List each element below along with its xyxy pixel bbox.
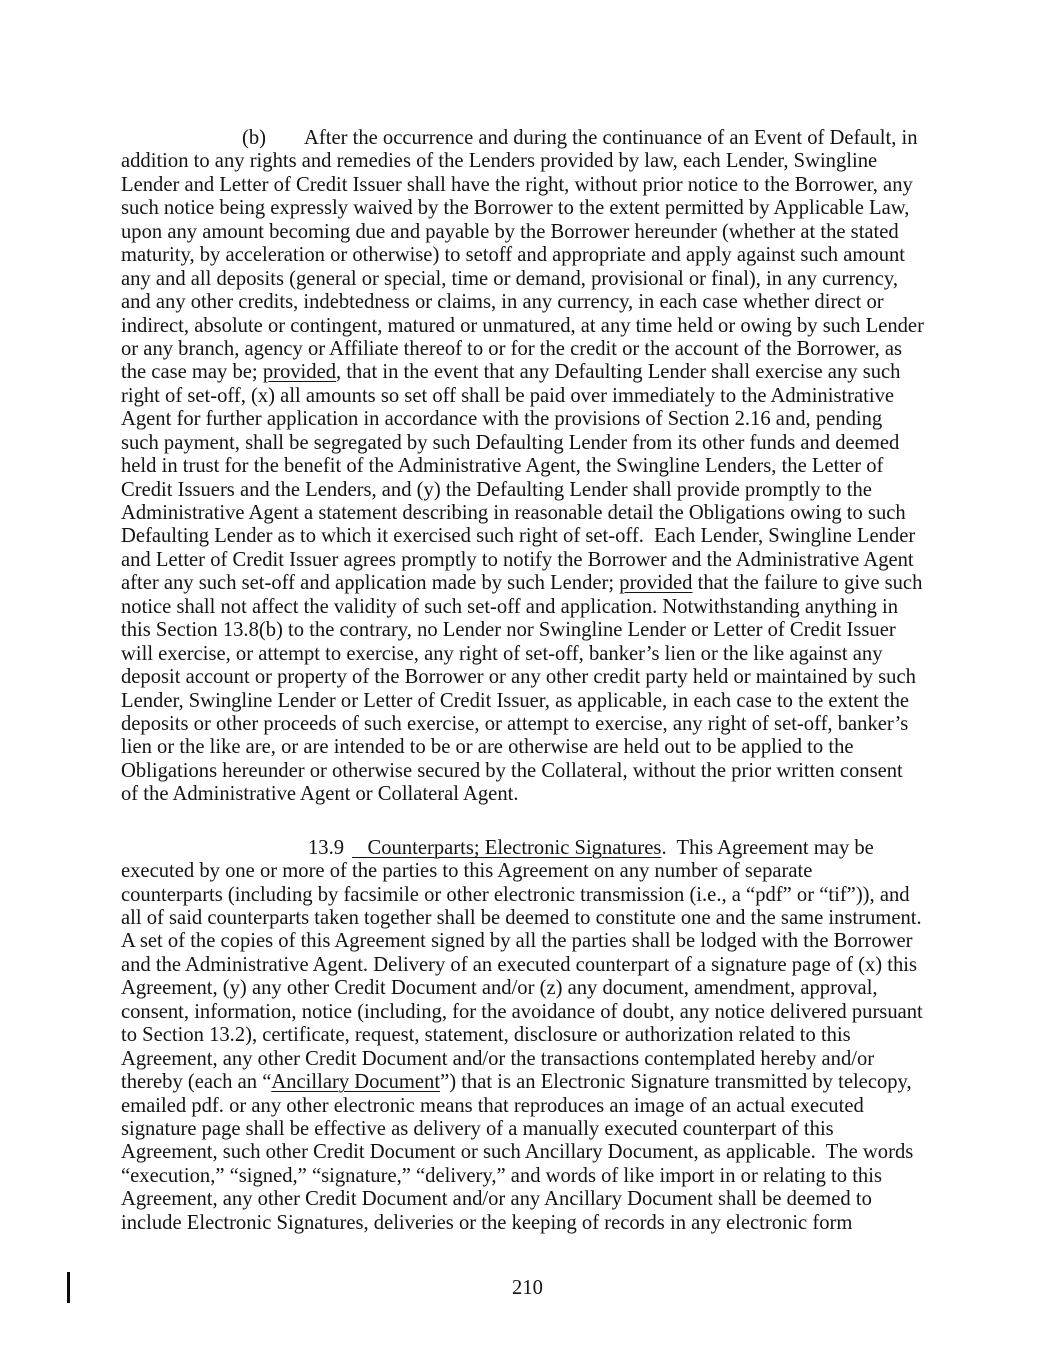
text-run: Lender and Letter of Credit Issuer shall have the right, without prior notice to the Borrower, any (121, 173, 913, 196)
text-line (121, 174, 933, 197)
text-run: after any such set-off and application made by such Lender; (121, 572, 620, 595)
first-line-indent (121, 143, 242, 144)
text-line (121, 150, 933, 173)
text-run: maturity, by acceleration or otherwise) to setoff and appropriate and apply against such amount (121, 244, 906, 267)
text-line (121, 479, 933, 502)
underlined-text: provided (619, 572, 693, 595)
section-13-9-paragraph (121, 837, 933, 1235)
text-run: deposit account or property of the Borrower or any other credit party held or maintained by such (121, 666, 916, 689)
text-run: consent, information, notice (including, for the avoidance of doubt, any notice delivered pursuant (121, 1000, 923, 1023)
text-run: emailed pdf. or any other electronic means that reproduces an image of an actual executed (121, 1094, 864, 1117)
text-line (121, 315, 933, 338)
text-run: Agreement, such other Credit Document or such Ancillary Document, as applicable. The words (121, 1141, 914, 1164)
tab-gap (266, 143, 304, 144)
text-run: 13.9 (308, 836, 345, 859)
text-line (121, 860, 933, 883)
change-bar (67, 1272, 70, 1303)
text-line (121, 930, 933, 953)
text-line (121, 197, 933, 220)
text-run: and Letter of Credit Issuer agrees promptly to notify the Borrower and the Administrative Agent (121, 548, 914, 571)
text-run: such payment, shall be segregated by such Defaulting Lender from its other funds and deemed (121, 431, 900, 454)
text-line (121, 291, 933, 314)
text-line (121, 549, 933, 572)
text-line (121, 502, 933, 525)
tab-gap (344, 853, 352, 854)
text-run: , that in the event that any Defaulting Lender shall exercise any such (336, 361, 901, 384)
text-line (121, 455, 933, 478)
section-13-8-b-paragraph (121, 127, 933, 807)
text-line (121, 713, 933, 736)
first-line-indent (121, 853, 308, 854)
text-run: counterparts (including by facsimile or other electronic transmission (i.e., a “pdf” or “tif”)), and (121, 883, 910, 906)
text-run: . This Agreement may be (661, 836, 874, 859)
text-run: After the occurrence and during the continuance of an Event of Default, in (304, 127, 918, 149)
text-run: any and all deposits (general or special, time or demand, provisional or final), in any currency, (121, 267, 898, 290)
text-run: notice shall not affect the validity of such set-off and application. Notwithstanding anything in (121, 595, 899, 618)
text-line (121, 385, 933, 408)
text-line (121, 666, 933, 689)
text-run: will exercise, or attempt to exercise, any right of set-off, banker’s lien or the like against any (121, 642, 883, 665)
text-line (121, 1165, 933, 1188)
text-line (121, 1024, 933, 1047)
text-run: such notice being expressly waived by the Borrower to the extent permitted by Applicable Law, (121, 197, 910, 220)
text-run: signature page shall be effective as delivery of a manually executed counterpart of this (121, 1117, 834, 1140)
text-line (121, 338, 933, 361)
text-line (121, 244, 933, 267)
text-run: ”) that is an Electronic Signature transmitted by telecopy, (440, 1071, 912, 1094)
text-run: Defaulting Lender as to which it exercised such right of set-off. Each Lender, Swingline Lender (121, 525, 916, 548)
text-run: this Section 13.8(b) to the contrary, no Lender nor Swingline Lender or Letter of Credit Issuer (121, 619, 896, 642)
text-run: executed by one or more of the parties to this Agreement on any number of separate (121, 860, 813, 883)
text-line (121, 1188, 933, 1211)
text-run: Obligations hereunder or otherwise secured by the Collateral, without the prior written consent (121, 759, 903, 782)
text-run: indirect, absolute or contingent, matured or unmatured, at any time held or owing by such Lender (121, 314, 924, 337)
text-run: addition to any rights and remedies of the Lenders provided by law, each Lender, Swingline (121, 150, 878, 173)
text-line (121, 643, 933, 666)
text-run: Lender, Swingline Lender or Letter of Credit Issuer, as applicable, in each case to the extent the (121, 689, 910, 712)
text-line (121, 268, 933, 291)
text-run: of the Administrative Agent or Collateral Agent. (121, 783, 519, 806)
text-run: Agreement, any other Credit Document and/or the transactions contemplated hereby and/or (121, 1047, 875, 1070)
text-run: thereby (each an “ (121, 1071, 272, 1094)
text-run: to Section 13.2), certificate, request, statement, disclosure or authorization related to this (121, 1024, 851, 1047)
page-number: 210 (512, 1277, 543, 1299)
text-run: the case may be; (121, 361, 263, 384)
text-line (121, 760, 933, 783)
text-run: or any branch, agency or Affiliate thereof to or for the credit or the account of the Borrower, as (121, 337, 903, 360)
text-line (121, 432, 933, 455)
text-line (121, 408, 933, 431)
text-line (121, 1141, 933, 1164)
text-line (121, 572, 933, 595)
underlined-text: provided (262, 361, 337, 384)
text-run: Agreement, any other Credit Document and/or any Ancillary Document shall be deemed to (121, 1188, 872, 1211)
text-line (121, 954, 933, 977)
text-line (121, 690, 933, 713)
text-line (121, 1001, 933, 1024)
text-line (121, 596, 933, 619)
text-line (121, 127, 933, 150)
text-line (121, 1048, 933, 1071)
text-line (121, 1118, 933, 1141)
text-line (121, 977, 933, 1000)
text-run: that the failure to give such (692, 572, 923, 595)
underlined-text: Ancillary Document (271, 1071, 441, 1094)
text-run: upon any amount becoming due and payable by the Borrower hereunder (whether at the stated (121, 220, 899, 243)
text-run: A set of the copies of this Agreement signed by all the parties shall be lodged with the Borrower (121, 930, 913, 953)
text-line (121, 1071, 933, 1094)
text-line (121, 837, 933, 860)
text-run: Administrative Agent a statement describing in reasonable detail the Obligations owing to such (121, 502, 906, 524)
text-line (121, 619, 933, 642)
text-run: deposits or other proceeds of such exercise, or attempt to exercise, any right of set-off, banker’s (121, 712, 909, 735)
text-run: all of said counterparts taken together shall be deemed to constitute one and the same instrument. (121, 907, 922, 929)
text-run: and any other credits, indebtedness or claims, in any currency, in each case whether direct or (121, 291, 884, 314)
text-run: held in trust for the benefit of the Administrative Agent, the Swingline Lenders, the Letter of (121, 455, 884, 478)
text-line (121, 1212, 933, 1235)
document-body (121, 127, 933, 1235)
text-line (121, 783, 933, 806)
text-run: Credit Issuers and the Lenders, and (y) the Defaulting Lender shall provide promptly to the (121, 478, 872, 501)
text-run: “execution,” “signed,” “signature,” “delivery,” and words of like import in or relating to this (121, 1164, 882, 1187)
text-run: Agent for further application in accordance with the provisions of Section 2.16 and, pending (121, 408, 883, 431)
text-line (121, 884, 933, 907)
text-run: Agreement, (y) any other Credit Document and/or (z) any document, amendment, approval, (121, 977, 878, 1000)
text-run: and the Administrative Agent. Delivery of an executed counterpart of a signature page of (x) this (121, 953, 918, 976)
text-run: (b) (242, 127, 267, 149)
text-run: right of set-off, (x) all amounts so set off shall be paid over immediately to the Administrative (121, 384, 895, 407)
text-line (121, 736, 933, 759)
text-run: include Electronic Signatures, deliveries or the keeping of records in any electronic form (121, 1211, 853, 1234)
text-line (121, 1095, 933, 1118)
underlined-text: Counterparts; Electronic Signatures (352, 836, 662, 859)
text-line (121, 907, 933, 930)
text-line (121, 525, 933, 548)
text-line (121, 361, 933, 384)
text-run: lien or the like are, or are intended to be or are otherwise are held out to be applied to the (121, 736, 854, 759)
text-line (121, 221, 933, 244)
